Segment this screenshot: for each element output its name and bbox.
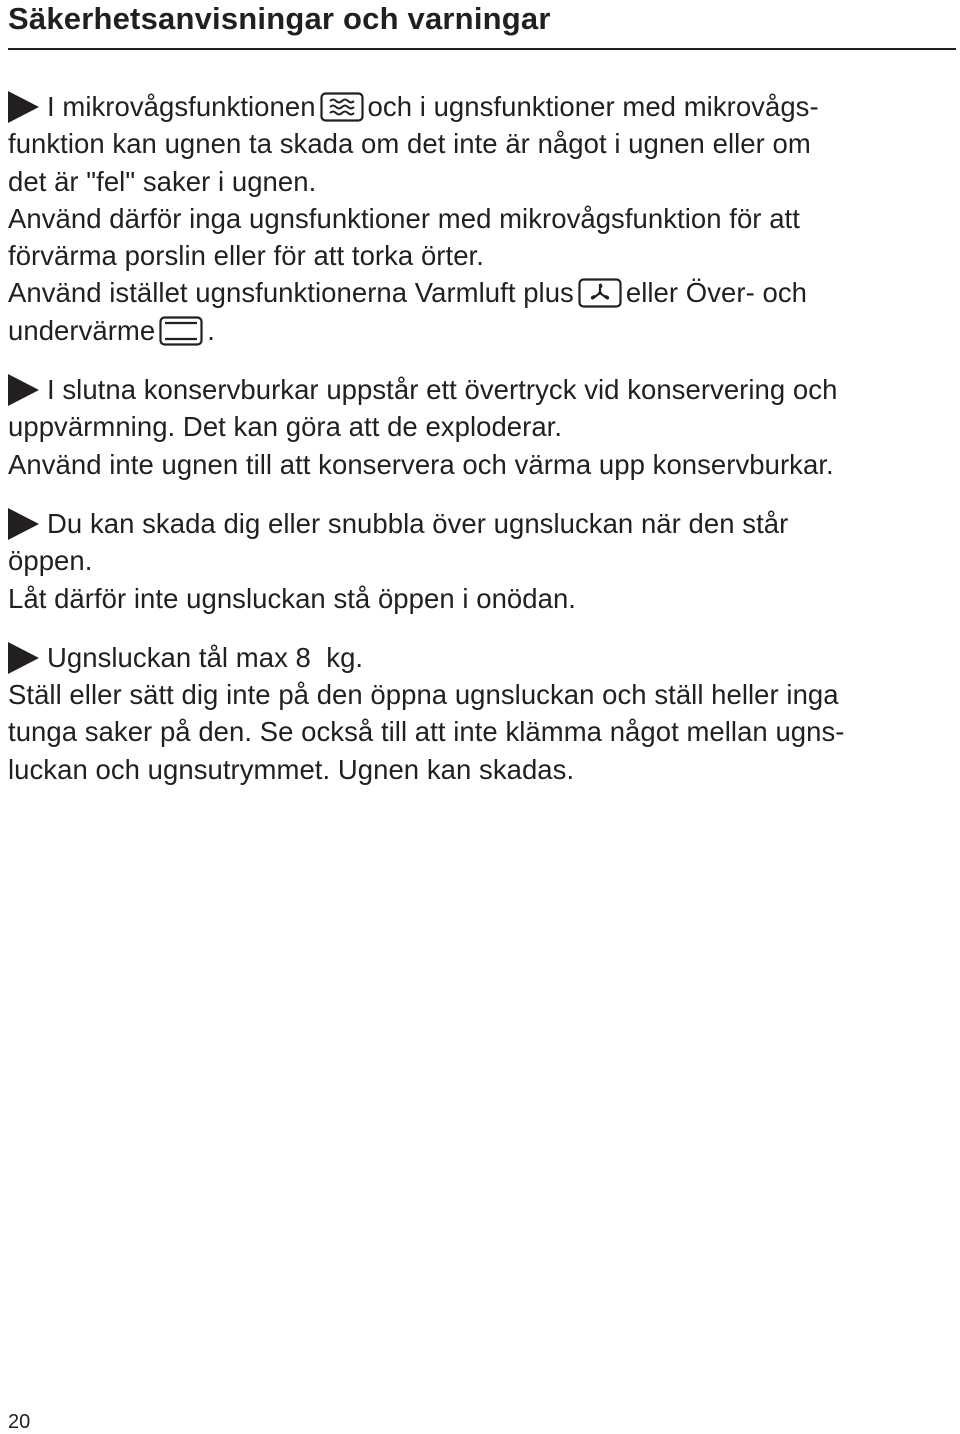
text-line: undervärme . [8, 314, 215, 346]
warning-canning [8, 371, 956, 483]
text-line: Använd därför inga ugnsfunktioner med mikrovågsfunktion för att [8, 202, 800, 234]
safety-content [8, 88, 956, 810]
triangle-right-icon [8, 508, 39, 540]
text-line: Låt därför inte ugnsluckan stå öppen i onödan. [8, 582, 576, 614]
text-line: Ugnsluckan tål max 8 kg. [8, 639, 956, 676]
page-header [8, 0, 956, 38]
triangle-right-icon [8, 642, 39, 674]
page-title: Säkerhetsanvisningar och varningar [8, 1, 551, 36]
warning-open-door [8, 505, 956, 617]
warning-door-load [8, 639, 956, 788]
text-line: öppen. [8, 545, 93, 577]
title-divider [8, 48, 956, 50]
text-line: det är "fel" saker i ugnen. [8, 165, 317, 197]
text-line: förvärma porslin eller för att torka örter. [8, 240, 484, 272]
text-line: Använd inte ugnen till att konservera och värma upp konservburkar. [8, 448, 834, 480]
triangle-right-icon [8, 374, 39, 406]
text-line: Du kan skada dig eller snubbla över ugnsluckan när den står [8, 505, 956, 542]
warning-microwave [8, 88, 956, 349]
triangle-right-icon [8, 91, 39, 123]
text-line: I mikrovågsfunktionen och i ugnsfunktioner med mikrovågs- [8, 88, 956, 125]
microwave-waves-icon [320, 92, 364, 122]
fan-plus-icon [578, 278, 622, 308]
text-line: Ställ eller sätt dig inte på den öppna ugnsluckan och ställ heller inga [8, 679, 839, 711]
text-line: tunga saker på den. Se också till att inte klämma något mellan ugns- [8, 716, 845, 748]
text-line: luckan och ugnsutrymmet. Ugnen kan skadas. [8, 753, 575, 785]
text-line: I slutna konservburkar uppstår ett övertryck vid konservering och [8, 371, 956, 408]
text-line: funktion kan ugnen ta skada om det inte är något i ugnen eller om [8, 128, 811, 160]
page-number: 20 [8, 1411, 31, 1433]
text-line: uppvärmning. Det kan göra att de exploderar. [8, 411, 563, 443]
text-line: Använd istället ugnsfunktionerna Varmluft plus eller Över- och [8, 277, 807, 309]
top-bottom-heat-icon [159, 316, 203, 346]
